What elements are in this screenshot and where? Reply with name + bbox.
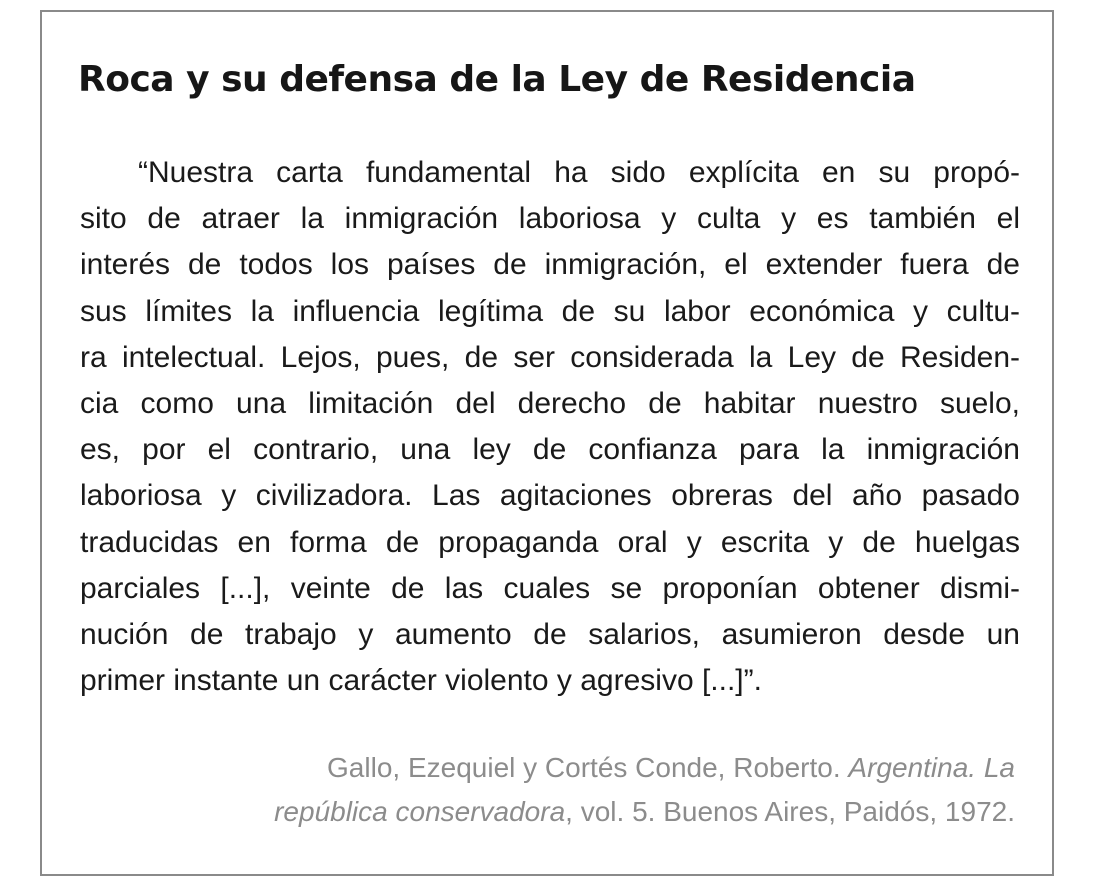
quote-line: interés de todos los países de inmigración, el extender fuera de: [80, 248, 1020, 282]
box-title: Roca y su defensa de la Ley de Residencia: [78, 59, 916, 100]
quote-line: traducidas en forma de propaganda oral y escrita y de huelgas: [80, 525, 1020, 559]
quote-line: parciales [...], veinte de las cuales se proponían obtener dismi-: [80, 571, 1020, 605]
citation-book-title-part2: república conservadora: [274, 796, 566, 827]
quote-line: nución de trabajo y aumento de salarios, asumieron desde un: [80, 618, 1020, 652]
quote-line: ra intelectual. Lejos, pues, de ser considerada la Ley de Residen-: [80, 340, 1020, 374]
citation-details: , vol. 5. Buenos Aires, Paidós, 1972.: [565, 796, 1015, 827]
quote-text: [80, 150, 1020, 704]
quote-line: cia como una limitación del derecho de habitar nuestro suelo,: [80, 387, 1020, 421]
citation-line-2: [274, 790, 1015, 834]
source-citation: [274, 746, 1015, 834]
citation-authors: Gallo, Ezequiel y Cortés Conde, Roberto.: [327, 752, 849, 783]
quote-line: sus límites la influencia legítima de su labor económica y cultu-: [80, 294, 1020, 328]
citation-line-1: [274, 746, 1015, 790]
citation-book-title-part1: Argentina. La: [848, 752, 1015, 783]
quote-line: laboriosa y civilizadora. Las agitaciones obreras del año pasado: [80, 479, 1020, 513]
quote-line: primer instante un carácter violento y agresivo [...]”.: [80, 664, 762, 698]
quote-line: “Nuestra carta fundamental ha sido explícita en su propó-: [138, 156, 1020, 189]
quote-line: sito de atraer la inmigración laboriosa y culta y es también el: [80, 202, 1020, 236]
quote-line: es, por el contrario, una ley de confianza para la inmigración: [80, 433, 1020, 467]
